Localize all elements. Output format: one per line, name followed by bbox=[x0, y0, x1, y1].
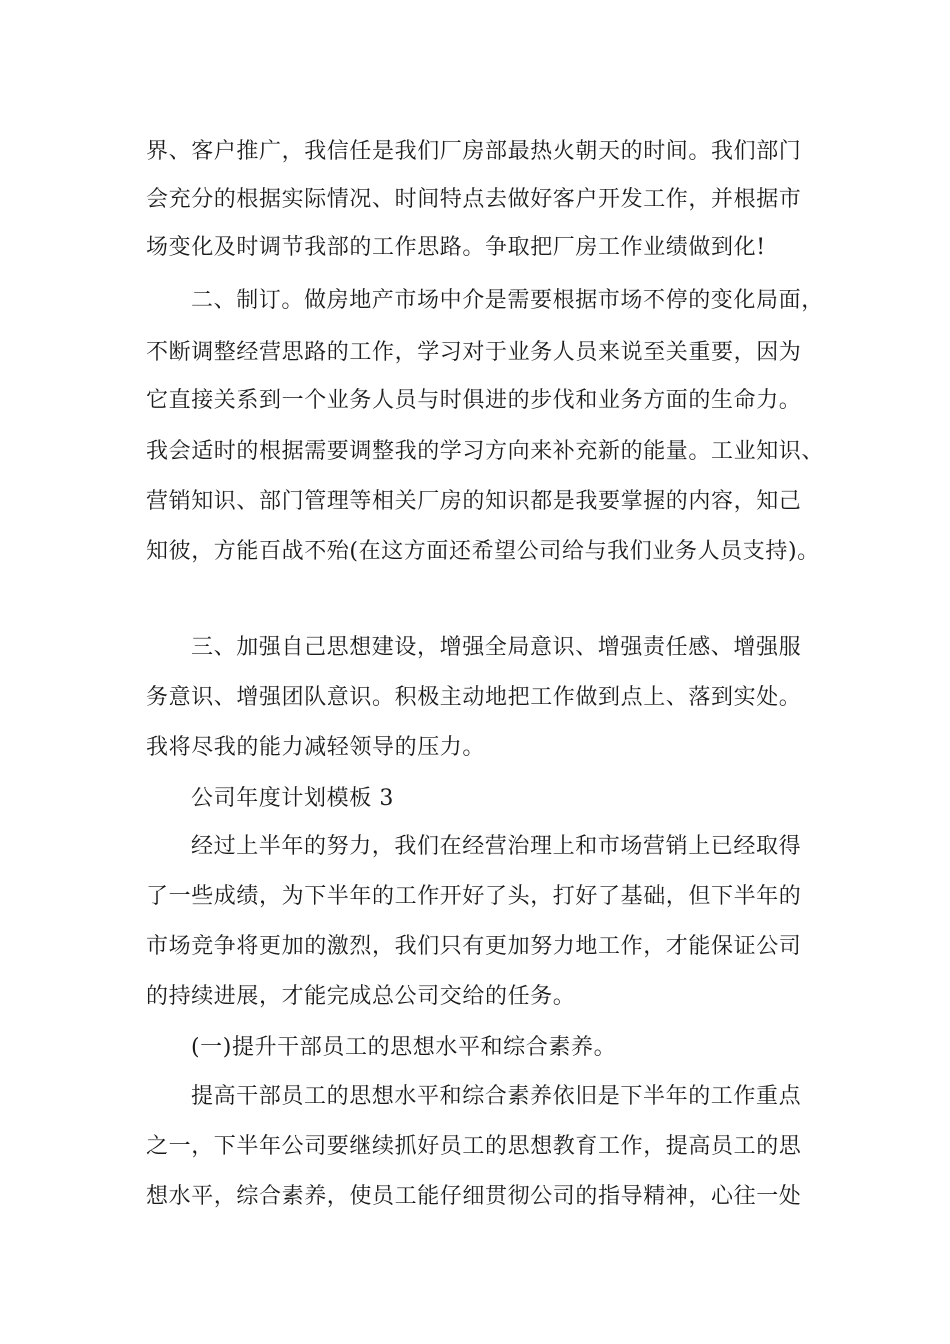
section-heading-line: 二、制订。做房地产市场中介是需要根据市场不停的变化局面， bbox=[191, 288, 824, 313]
paragraph-line: 知彼，方能百战不殆(在这方面还希望公司给与我们业务人员支持)。 bbox=[146, 539, 820, 564]
paragraph-line: 会充分的根据实际情况、时间特点去做好客户开发工作，并根据市 bbox=[146, 187, 802, 212]
paragraph-line: 市场竞争将更加的激烈，我们只有更加努力地工作，才能保证公司 bbox=[146, 934, 802, 959]
subsection-heading: (一)提升干部员工的思想水平和综合素养。 bbox=[191, 1035, 617, 1060]
section-heading-line: 三、加强自己思想建设，增强全局意识、增强责任感、增强服 bbox=[191, 635, 802, 660]
paragraph-line: 界、客户推广，我信任是我们厂房部最热火朝天的时间。我们部门 bbox=[146, 139, 802, 164]
paragraph-line: 我会适时的根据需要调整我的学习方向来补充新的能量。工业知识、 bbox=[146, 439, 825, 464]
paragraph-line: 的持续进展，才能完成总公司交给的任务。 bbox=[146, 984, 576, 1009]
paragraph-line: 经过上半年的努力，我们在经营治理上和市场营销上已经取得 bbox=[191, 834, 802, 859]
paragraph-line: 它直接关系到一个业务人员与时俱进的步伐和业务方面的生命力。 bbox=[146, 388, 802, 413]
template-title: 公司年度计划模板 3 bbox=[191, 786, 394, 811]
paragraph-line: 务意识、增强团队意识。积极主动地把工作做到点上、落到实处。 bbox=[146, 685, 802, 710]
paragraph-line: 我将尽我的能力减轻领导的压力。 bbox=[146, 735, 486, 760]
paragraph-line: 之一，下半年公司要继续抓好员工的思想教育工作，提高员工的思 bbox=[146, 1134, 802, 1159]
paragraph-line: 提高干部员工的思想水平和综合素养依旧是下半年的工作重点 bbox=[191, 1084, 802, 1109]
paragraph-line: 场变化及时调节我部的工作思路。争取把厂房工作业绩做到化! bbox=[146, 235, 766, 260]
paragraph-line: 想水平，综合素养，使员工能仔细贯彻公司的指导精神，心往一处 bbox=[146, 1184, 802, 1209]
paragraph-line: 营销知识、部门管理等相关厂房的知识都是我要掌握的内容，知己 bbox=[146, 489, 802, 514]
paragraph-line: 了一些成绩，为下半年的工作开好了头，打好了基础，但下半年的 bbox=[146, 884, 802, 909]
paragraph-line: 不断调整经营思路的工作，学习对于业务人员来说至关重要，因为 bbox=[146, 340, 802, 365]
